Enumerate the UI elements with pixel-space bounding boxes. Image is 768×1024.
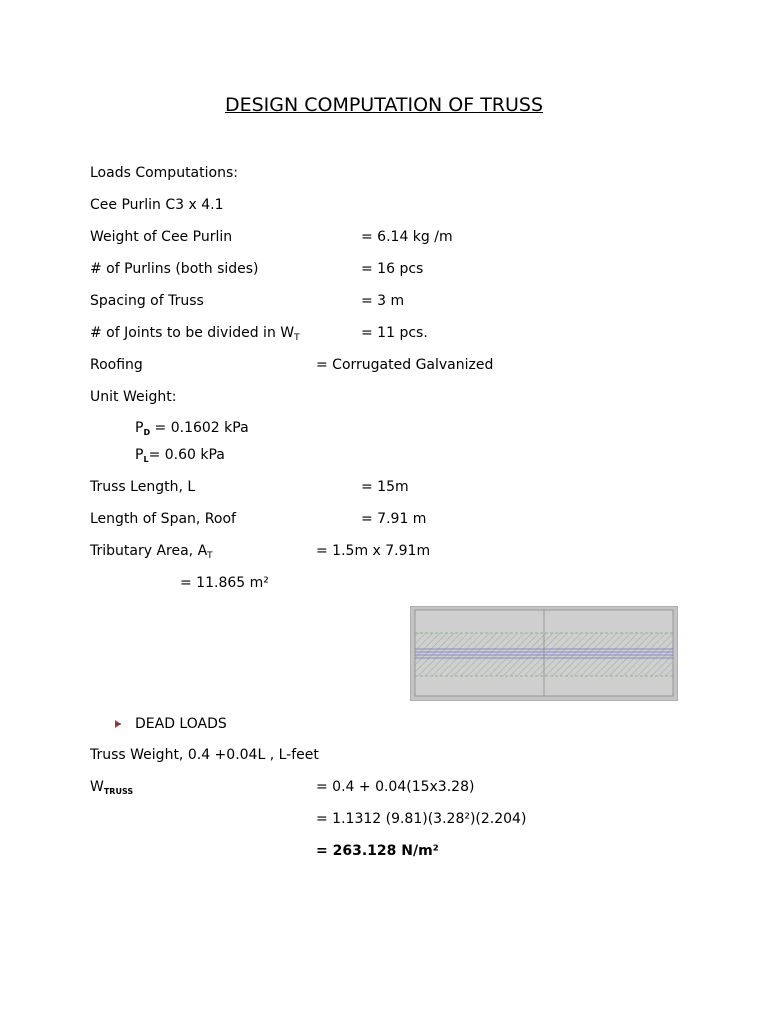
roofing-label: Roofing [90,357,143,373]
pl-subscript: L [143,455,149,464]
joints-label-text: # of Joints to be divided in W [90,325,295,341]
wtruss-label [90,778,133,801]
purlins-value: = 16 pcs [361,261,424,277]
spacing-value: = 3 m [361,293,405,309]
trib-result: = 11.865 m² [180,575,269,591]
trib-label [90,542,213,565]
pl-symbol: P [135,447,144,463]
wtruss-result: = 263.128 N/m² [316,843,439,859]
page-title: DESIGN COMPUTATION OF TRUSS [224,94,544,116]
pd-symbol: P [135,420,144,436]
dead-loads-heading: DEAD LOADS [135,716,227,732]
truss-length-value: = 15m [361,479,409,495]
weight-label: Weight of Cee Purlin [90,229,233,245]
pl-line [135,446,225,469]
tributary-area-diagram [410,606,678,701]
pd-subscript: D [143,428,151,437]
joints-label [90,324,300,347]
trib-subscript: T [207,551,213,561]
loads-heading: Loads Computations: [90,165,238,181]
wtruss-step2: = 1.1312 (9.81)(3.28²)(2.204) [316,811,527,827]
span-label: Length of Span, Roof [90,511,236,527]
pl-value: = 0.60 kPa [148,447,225,463]
joints-value: = 11 pcs. [361,325,428,341]
pd-line [135,419,249,442]
arrow-bullet-icon [113,719,123,729]
trib-label-text: Tributary Area, A [90,543,208,559]
roofing-value: = Corrugated Galvanized [316,357,494,373]
wtruss-step1: = 0.4 + 0.04(15x3.28) [316,779,475,795]
trib-value: = 1.5m x 7.91m [316,543,431,559]
span-value: = 7.91 m [361,511,427,527]
truss-weight-formula: Truss Weight, 0.4 +0.04L , L-feet [90,747,319,763]
wtruss-subscript: TRUSS [103,787,134,796]
unit-weight-label: Unit Weight: [90,389,177,405]
weight-value: = 6.14 kg /m [361,229,453,245]
purlin-type: Cee Purlin C3 x 4.1 [90,197,224,213]
truss-length-label: Truss Length, L [90,479,196,495]
pd-value: = 0.1602 kPa [154,420,249,436]
wtruss-symbol: W [90,779,104,795]
spacing-label: Spacing of Truss [90,293,204,309]
purlins-label: # of Purlins (both sides) [90,261,259,277]
joints-subscript: T [294,333,300,343]
